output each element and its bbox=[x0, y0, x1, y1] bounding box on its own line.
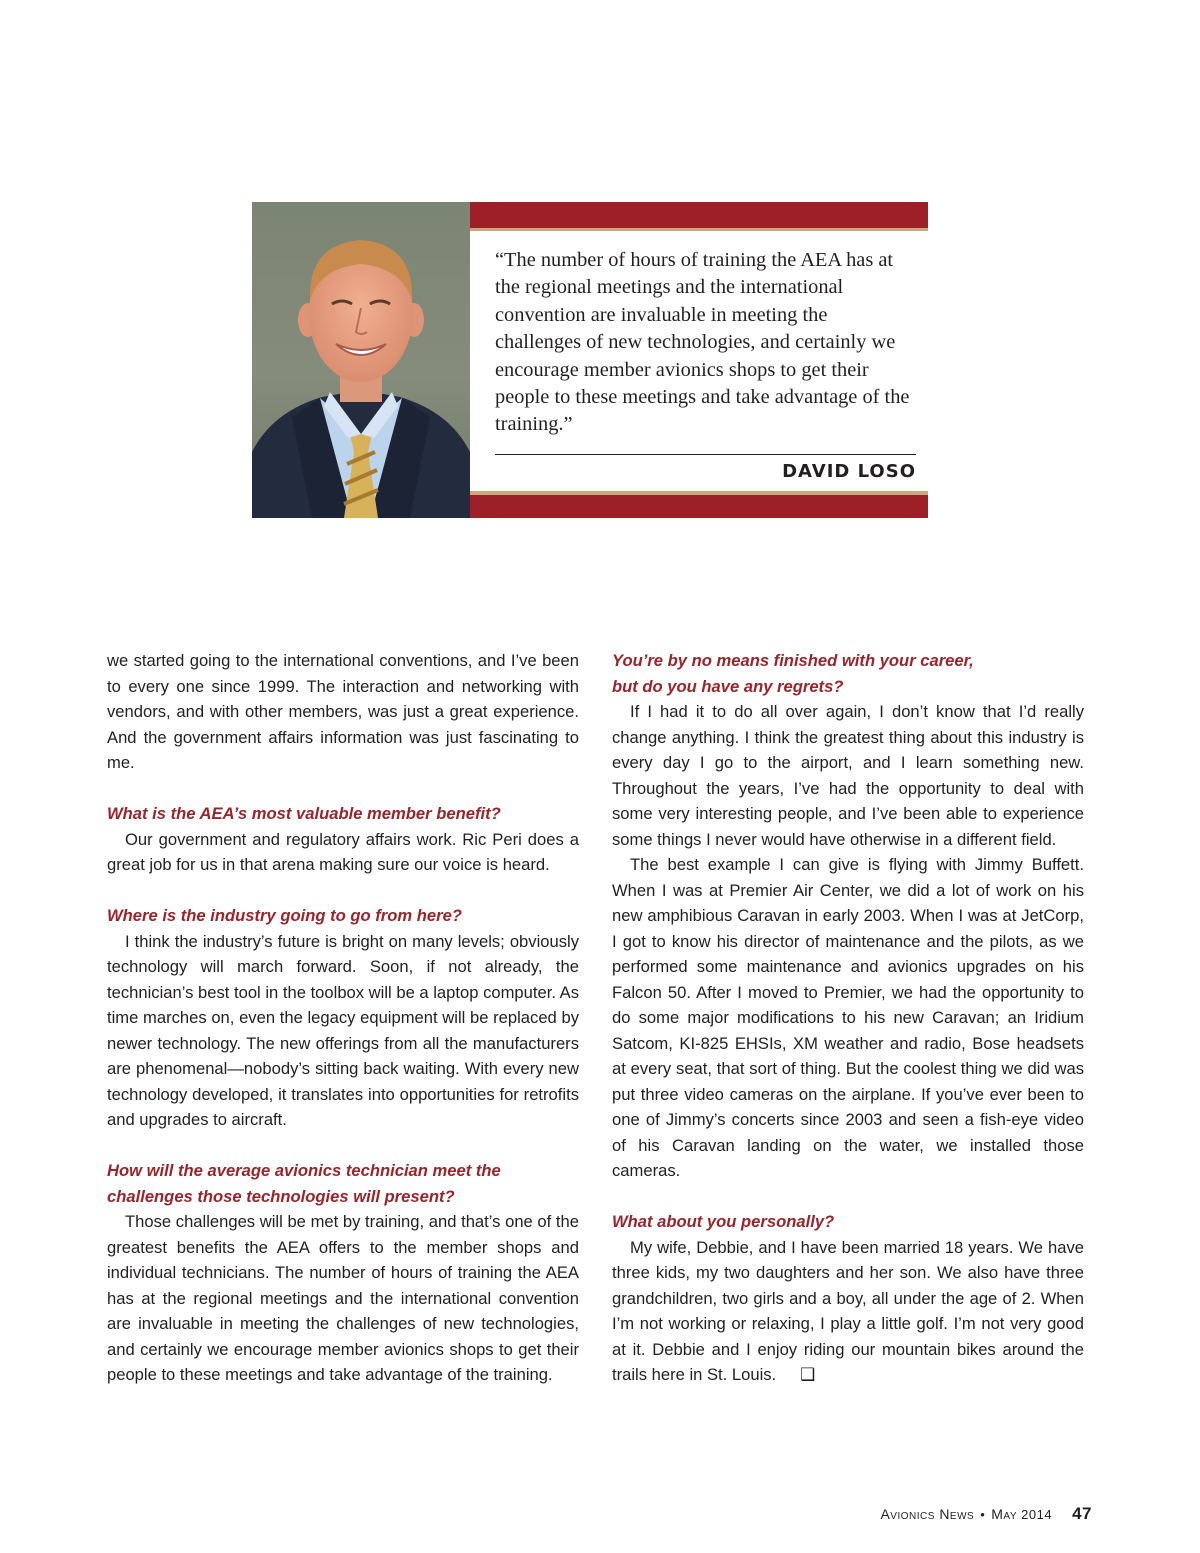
quote-top-bar bbox=[470, 202, 928, 228]
interview-answer: The best example I can give is flying with Jimmy Buffett. When I was at Premier Air Center, we did a lot of work on his new amphibious Caravan in early 2003. When I was at JetCorp, I got to know his director of maintenance and the pilots, as we performed some maintenance and avionics upgrades on his Falcon 50. After I moved to Premier, we had the opportunity to do some major modifications to his new Caravan; an Iridium Satcom, KI-825 EHSIs, XM weather and radio, Bose headsets at every seat, that sort of thing. But the coolest thing we did was put three video cameras on the airplane. If you’ve ever been to one of Jimmy’s concerts since 2003 and seen a fish-eye video of his Caravan landing on the water, we installed those cameras. bbox=[612, 855, 1084, 1180]
interview-question bbox=[612, 648, 1084, 699]
pull-quote-text: “The number of hours of training the AEA has at the regional meetings and the international convention are invaluable in meeting the challenges of new technologies, and certainly we encourage member avionics shops to get their people to these meetings and take advantage of the training.” bbox=[495, 249, 910, 436]
paragraph-continued: we started going to the international conventions, and I’ve been to every one since 1999. The interaction and networking with vendors, and with other members, was just a great experience. And the government affairs information was just fascinating to me. bbox=[107, 651, 579, 772]
answer-text: My wife, Debbie, and I have been married 18 years. We have three kids, my two daughters and her son. We also have three grandchildren, two girls and a boy, all under the age of 2. When I’m not working or relaxing, I play a little golf. I’m not very good at it. Debbie and I enjoy riding our mountain bikes around the trails here in St. Louis. bbox=[612, 1237, 1084, 1384]
interview-answer: I think the industry’s future is bright on many levels; obviously technology will march forward. Soon, if not already, the technician’s best tool in the toolbox will be a laptop computer. As time marches on, even the legacy equipment will be replaced by newer technology. The new offerings from all the manufacturers are phenomenal—nobody’s sitting back waiting. With every new technology developed, it translates into opportunities for retrofits and upgrades to aircraft. bbox=[107, 931, 579, 1129]
footer-separator: • bbox=[980, 1507, 986, 1522]
quote-top-gold-stripe bbox=[470, 228, 928, 231]
portrait-photo bbox=[252, 202, 470, 518]
question-line: but do you have any regrets? bbox=[612, 676, 844, 696]
interview-question: What about you personally? bbox=[612, 1212, 835, 1231]
interview-question: Where is the industry going to go from here? bbox=[107, 906, 462, 925]
page-number: 47 bbox=[1072, 1504, 1092, 1523]
question-line: You’re by no means finished with your career, bbox=[612, 651, 974, 670]
article-column-left bbox=[107, 648, 579, 1388]
interview-answer: If I had it to do all over again, I don’t know that I’d really change anything. I think the greatest thing about this industry is every day I go to the airport, and I learn something new. Throughout the years, I’ve had the opportunity to deal with some very interesting people, and I’ve been able to experience some things I never would have otherwise in a different field. bbox=[612, 702, 1084, 849]
pull-quote-box bbox=[252, 202, 928, 518]
quote-divider bbox=[495, 454, 916, 455]
page-footer bbox=[880, 1504, 1092, 1524]
article-column-right bbox=[612, 648, 1084, 1388]
publication-name: Avionics News bbox=[880, 1506, 975, 1522]
pull-quote-attribution: DAVID LOSO bbox=[782, 461, 916, 482]
interview-question: How will the average avionics technician meet the challenges those technologies will present? bbox=[107, 1161, 501, 1206]
quote-bottom-bar bbox=[470, 495, 928, 518]
interview-question: What is the AEA’s most valuable member benefit? bbox=[107, 804, 501, 823]
interview-answer: Our government and regulatory affairs work. Ric Peri does a great job for us in that arena making sure our voice is heard. bbox=[107, 829, 579, 874]
issue-month: May bbox=[991, 1506, 1018, 1522]
portrait-illustration bbox=[252, 202, 470, 518]
quote-panel bbox=[470, 202, 928, 518]
interview-answer-final bbox=[612, 1235, 1084, 1388]
end-of-article-icon: ❑ bbox=[800, 1365, 816, 1384]
issue-year: 2014 bbox=[1021, 1507, 1053, 1522]
interview-answer: Those challenges will be met by training, and that’s one of the greatest benefits the AEA offers to the member shops and individual technicians. The number of hours of training the AEA has at the regional meetings and the international convention are invaluable in meeting the challenges of new technologies, and certainly we encourage member avionics shops to get their people to these meetings and take advantage of the training. bbox=[107, 1212, 579, 1384]
